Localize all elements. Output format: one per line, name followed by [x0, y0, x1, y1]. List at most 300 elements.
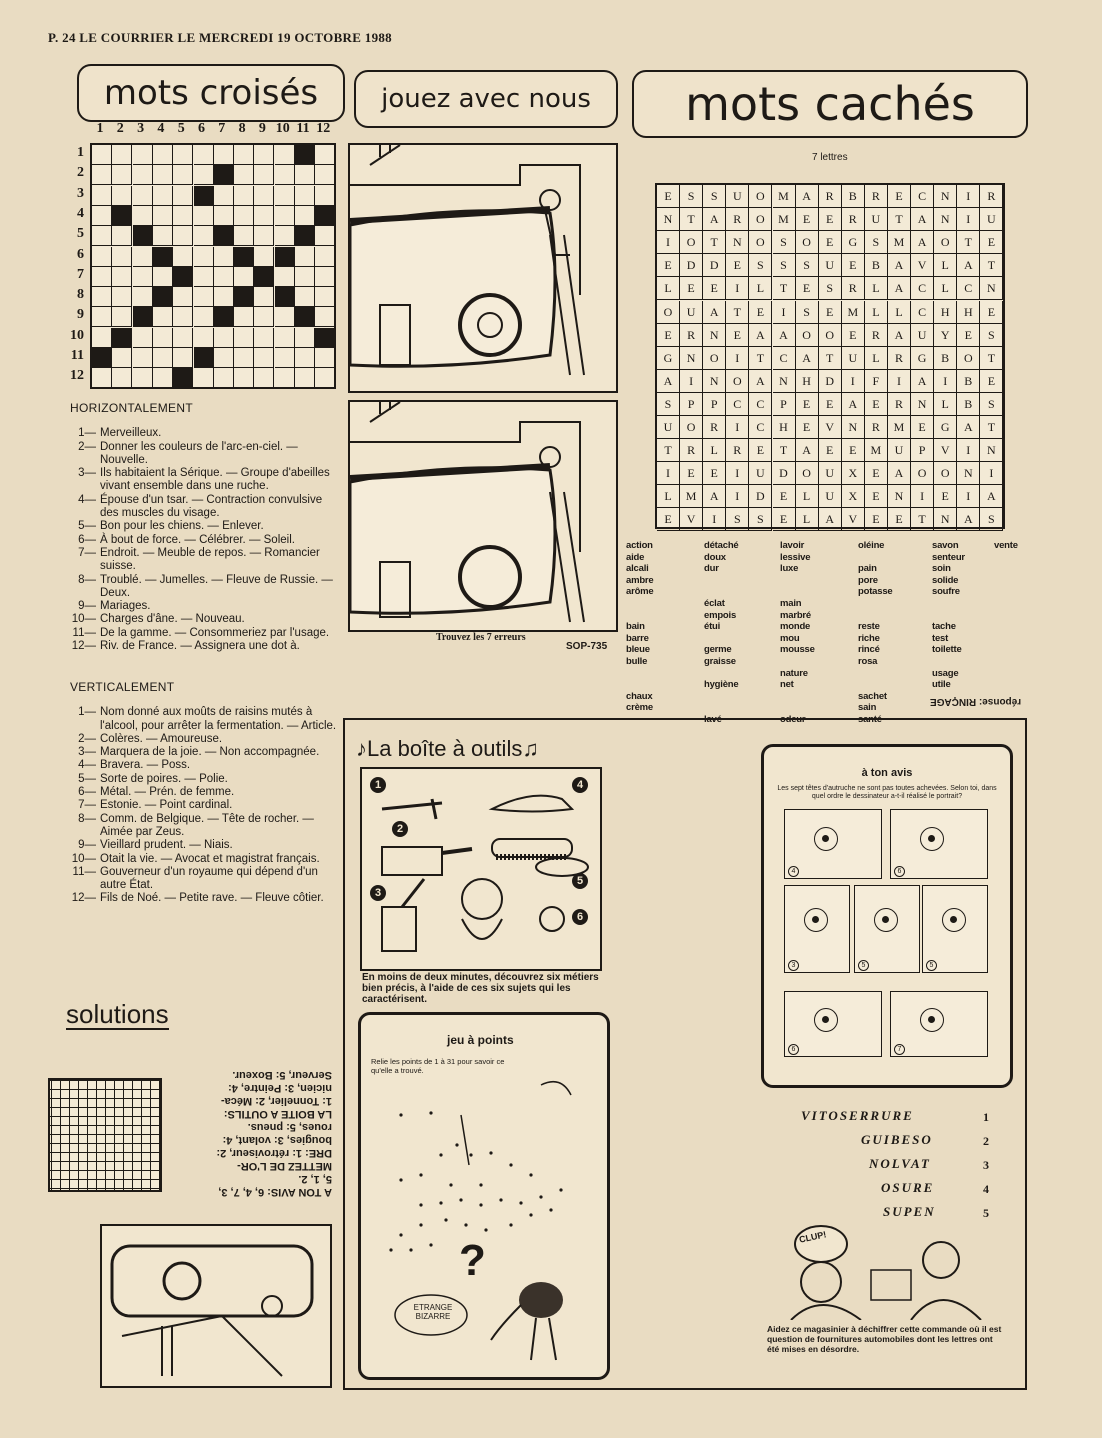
word-search-letter: A [773, 324, 796, 347]
word-search-letter: G [934, 416, 957, 439]
word-search-letter: T [773, 439, 796, 462]
word-search-letter: C [749, 393, 772, 416]
solutions-block [57, 1048, 332, 1198]
clue-text: Métal. — Prén. de femme. [100, 786, 235, 799]
word-search-letter: A [796, 347, 819, 370]
word-search-letter: U [726, 185, 749, 208]
white-cell [173, 287, 193, 307]
white-cell [194, 368, 214, 388]
word-search-letter: E [657, 324, 680, 347]
white-cell [92, 247, 112, 267]
clue-number: 10— [71, 852, 96, 865]
column-number: 9 [258, 121, 266, 136]
dot [399, 1233, 402, 1236]
word-search-letter: S [680, 185, 703, 208]
avis-text: Les sept têtes d'autruche ne sont pas toutes achevées. Selon toi, dans quel ordre le dessinateur a-t-il réalisé le portrait? [777, 785, 997, 800]
word-search-letter: A [749, 370, 772, 393]
word-search-letter: O [796, 324, 819, 347]
word-search-letter: O [934, 462, 957, 485]
dot [519, 1201, 522, 1204]
clue-text: Merveilleux. [100, 427, 162, 440]
white-cell [194, 247, 214, 267]
word-search-letter: T [957, 231, 980, 254]
scrambled-number: 5 [983, 1206, 989, 1220]
black-cell [153, 247, 173, 267]
jouez-title: jouez avec nous [381, 84, 591, 114]
solution-line: METTEZ DE L'OR- [237, 1160, 332, 1172]
word-search-letter: F [865, 370, 888, 393]
black-cell [315, 328, 335, 348]
word-search-letter: P [680, 393, 703, 416]
clue-number: 1— [78, 706, 96, 719]
dot [399, 1178, 402, 1181]
black-cell [315, 206, 335, 226]
dot [484, 1228, 487, 1231]
word-search-letter: A [703, 301, 726, 324]
word-item: luxe [780, 563, 799, 575]
word-item [626, 668, 654, 680]
word-search-letter: A [888, 462, 911, 485]
word-item [704, 575, 739, 587]
points-box [358, 1012, 610, 1380]
dot [429, 1243, 432, 1246]
dot [529, 1173, 532, 1176]
white-cell [295, 247, 315, 267]
word-item: main [780, 597, 802, 609]
column-number: 11 [296, 121, 310, 136]
word-item: ambre [626, 574, 654, 586]
clue-item [66, 773, 338, 786]
word-search-letter: E [796, 416, 819, 439]
word-search-letter: A [796, 185, 819, 208]
clue-text: Bon pour les chiens. — Enlever. [100, 520, 264, 533]
column-number: 5 [177, 121, 185, 136]
white-cell [194, 287, 214, 307]
note-icon: ♪ [356, 736, 367, 761]
word-search-letter: N [934, 208, 957, 231]
white-cell [153, 368, 173, 388]
word-search-letter: I [911, 485, 934, 508]
word-search-letter: E [657, 254, 680, 277]
word-search-letter: H [773, 416, 796, 439]
dot [469, 1153, 472, 1156]
word-search-letter: C [749, 416, 772, 439]
word-search-letter: L [934, 393, 957, 416]
white-cell [275, 226, 295, 246]
white-cell [112, 368, 132, 388]
word-search-letter: N [726, 231, 749, 254]
clue-text: Troublé. — Jumelles. — Fleuve de Russie. — Deux. [100, 573, 333, 599]
white-cell [315, 307, 335, 327]
word-item [858, 679, 893, 691]
white-cell [295, 368, 315, 388]
word-search-letter: E [842, 439, 865, 462]
word-search-letter: S [980, 324, 1003, 347]
word-item: net [780, 679, 794, 691]
dot [509, 1223, 512, 1226]
white-cell [295, 328, 315, 348]
white-cell [254, 226, 274, 246]
column-number: 7 [218, 121, 226, 136]
word-search-letter: M [773, 185, 796, 208]
clue-item [66, 534, 338, 547]
mots-caches-subtitle: 7 lettres [812, 152, 848, 163]
word-search-letter: A [888, 324, 911, 347]
column-number: 12 [316, 121, 331, 136]
word-search-letter: S [773, 231, 796, 254]
word-item: vente [994, 540, 1018, 551]
clue-text: Riv. de France. — Assignera une dot à. [100, 640, 300, 653]
white-cell [92, 307, 112, 327]
word-search-letter: C [726, 393, 749, 416]
word-search-letter: I [726, 347, 749, 370]
word-search-letter: T [657, 439, 680, 462]
white-cell [214, 348, 234, 368]
word-search-letter: E [749, 301, 772, 324]
clue-item [66, 839, 338, 852]
word-search-letter: E [865, 508, 888, 531]
word-search-letter: S [657, 393, 680, 416]
word-search-letter: T [980, 416, 1003, 439]
white-cell [92, 165, 112, 185]
white-cell [275, 368, 295, 388]
word-search-letter: E [865, 462, 888, 485]
black-cell [214, 165, 234, 185]
white-cell [194, 145, 214, 165]
bottom-left-cartoon [100, 1224, 332, 1388]
dot [419, 1203, 422, 1206]
word-search-letter: E [726, 324, 749, 347]
clue-number: 6— [78, 786, 96, 799]
vertical-heading: VERTICALEMENT [70, 680, 175, 694]
white-cell [254, 186, 274, 206]
word-column [780, 540, 815, 726]
clue-number: 11— [72, 626, 96, 639]
clue-text: À bout de force. — Célébrer. — Soleil. [100, 533, 295, 546]
clue-text: Gouverneur d'un royaume qui dépend d'un autre État. [100, 865, 318, 892]
word-item [780, 586, 815, 598]
word-search-letter: I [726, 277, 749, 300]
word-search-letter: R [888, 347, 911, 370]
clue-number: 12— [71, 892, 96, 905]
black-cell [112, 328, 132, 348]
white-cell [92, 368, 112, 388]
word-item: rosa [858, 655, 878, 667]
row-number: 11 [70, 348, 84, 363]
word-search-letter: O [749, 231, 772, 254]
white-cell [214, 287, 234, 307]
white-cell [92, 328, 112, 348]
dot [389, 1248, 392, 1251]
erreurs-caption: Trouvez les 7 erreurs [436, 632, 526, 643]
word-item [704, 668, 739, 680]
word-search-letter: E [911, 416, 934, 439]
word-item: détaché [704, 540, 739, 551]
word-search-letter: L [657, 277, 680, 300]
white-cell [214, 328, 234, 348]
crossword-grid [90, 143, 336, 389]
word-item [780, 702, 815, 714]
word-search-letter: E [680, 462, 703, 485]
word-search-letter: C [911, 277, 934, 300]
word-item: bulle [626, 655, 648, 667]
clue-item [66, 799, 338, 812]
row-number: 6 [77, 246, 84, 262]
scrambled-number: 4 [983, 1182, 989, 1196]
white-cell [173, 307, 193, 327]
tool-number-badge: 4 [572, 777, 588, 793]
clue-text: De la gamme. — Consommeriez par l'usage. [100, 626, 330, 639]
white-cell [234, 307, 254, 327]
dot [444, 1218, 447, 1221]
ostrich-head-frame [854, 885, 920, 973]
white-cell [153, 186, 173, 206]
word-item: crème [626, 702, 653, 714]
ostrich-eye-icon [950, 916, 957, 923]
dot [439, 1201, 442, 1204]
word-search-letter: A [657, 370, 680, 393]
white-cell [112, 226, 132, 246]
white-cell [254, 328, 274, 348]
column-number: 1 [96, 121, 104, 136]
word-column [858, 540, 893, 726]
white-cell [112, 307, 132, 327]
word-item: arôme [626, 586, 654, 598]
white-cell [315, 287, 335, 307]
crossword-row-numbers [64, 143, 86, 389]
word-search-letter: I [680, 370, 703, 393]
word-search-letter: E [842, 324, 865, 347]
word-search-letter: S [749, 508, 772, 531]
word-search-letter: A [749, 324, 772, 347]
solutions-crossword-grid [48, 1078, 162, 1192]
word-search-letter: O [819, 324, 842, 347]
clue-text: Ils habitaient la Sérique. — Groupe d'abeilles vivant ensemble dans une ruche. [100, 467, 330, 493]
word-search-letter: E [796, 208, 819, 231]
word-search-letter: R [703, 416, 726, 439]
word-search-letter: A [888, 277, 911, 300]
word-search-letter: E [703, 277, 726, 300]
ostrich-head-frame [784, 991, 882, 1057]
clue-number: 8— [78, 812, 96, 825]
clue-item [66, 759, 338, 772]
word-search-letter: T [703, 231, 726, 254]
ostrich-eye-icon [928, 1016, 935, 1023]
word-search-letter: A [957, 508, 980, 531]
word-search-letter: L [865, 277, 888, 300]
word-search-letter: E [703, 462, 726, 485]
clue-item [66, 640, 338, 653]
word-search-letter: R [865, 416, 888, 439]
white-cell [153, 165, 173, 185]
word-search-letter: S [980, 508, 1003, 531]
white-cell [173, 186, 193, 206]
word-column [994, 540, 1018, 552]
word-item: soin [932, 563, 951, 575]
clue-number: 5— [78, 772, 96, 785]
white-cell [234, 368, 254, 388]
word-search-letter: E [842, 254, 865, 277]
white-cell [173, 226, 193, 246]
white-cell [254, 348, 274, 368]
white-cell [234, 267, 254, 287]
white-cell [254, 287, 274, 307]
clue-number: 10— [71, 613, 96, 626]
word-search-letter: N [888, 485, 911, 508]
word-search-letter: N [980, 277, 1003, 300]
white-cell [133, 368, 153, 388]
word-item: aide [626, 551, 645, 563]
clue-text: Sorte de poires. — Polie. [100, 772, 228, 785]
word-column [704, 540, 739, 726]
dot [489, 1151, 492, 1154]
dot [479, 1203, 482, 1206]
white-cell [112, 287, 132, 307]
clue-number: 2— [78, 440, 96, 453]
clue-number: 7— [78, 546, 96, 559]
clue-item [66, 627, 338, 640]
dot [459, 1198, 462, 1201]
white-cell [194, 267, 214, 287]
white-cell [315, 165, 335, 185]
word-item: dur [704, 563, 719, 575]
word-search-letter: O [911, 462, 934, 485]
row-number: 2 [77, 165, 84, 181]
clue-text: Vieillard prudent. — Niais. [100, 839, 233, 852]
white-cell [214, 206, 234, 226]
word-search-letter: U [865, 208, 888, 231]
word-item: étui [704, 621, 721, 633]
dot [539, 1195, 542, 1198]
ostrich-eye-icon [822, 1016, 829, 1023]
word-search-letter: P [773, 393, 796, 416]
word-search-letter: I [934, 370, 957, 393]
word-item: action [626, 540, 653, 551]
word-search-letter: E [749, 439, 772, 462]
word-search-letter: U [749, 462, 772, 485]
word-item: monde [780, 621, 811, 633]
clue-item [66, 786, 338, 799]
word-search-letter: T [680, 208, 703, 231]
ordre-block [761, 1100, 1007, 1370]
white-cell [295, 267, 315, 287]
word-item: potasse [858, 586, 893, 598]
white-cell [194, 307, 214, 327]
word-search-letter: O [680, 231, 703, 254]
clue-item [66, 613, 338, 626]
word-search-letter: I [888, 370, 911, 393]
word-search-letter: O [796, 231, 819, 254]
word-search-letter: H [957, 301, 980, 324]
white-cell [275, 206, 295, 226]
word-search-letter: O [726, 370, 749, 393]
dot [499, 1198, 502, 1201]
word-item: savon [932, 540, 959, 551]
word-search-letter: R [680, 324, 703, 347]
scrambled-word: OSURE [881, 1180, 935, 1195]
word-item: lessive [780, 551, 811, 563]
word-search-letter: I [773, 301, 796, 324]
scrambled-number: 3 [983, 1158, 989, 1172]
ostrich-order-number: 6 [788, 1044, 799, 1055]
word-item [626, 610, 654, 622]
word-search-letter: D [773, 462, 796, 485]
mots-caches-title: mots cachés [685, 77, 975, 131]
word-search-letter: N [842, 416, 865, 439]
word-search-letter: T [911, 508, 934, 531]
white-cell [275, 267, 295, 287]
ostrich-order-number: 5 [926, 960, 937, 971]
word-search-letter: I [726, 462, 749, 485]
row-number: 3 [77, 185, 84, 201]
word-search-letter: S [980, 393, 1003, 416]
word-search-letter: D [819, 370, 842, 393]
word-search-letter: L [657, 485, 680, 508]
scrambled-number: 1 [983, 1110, 989, 1124]
word-search-letter: I [957, 485, 980, 508]
white-cell [254, 368, 274, 388]
white-cell [133, 267, 153, 287]
word-item: pain [858, 563, 877, 575]
clue-text: Épouse d'un tsar. — Contraction convulsive des muscles du visage. [100, 493, 323, 520]
clue-text: Nom donné aux moûts de raisins mutés à l'alcool, pour arrêter la fermentation. — Article. [100, 706, 337, 732]
word-search-letter: N [911, 393, 934, 416]
word-search-letter: A [796, 439, 819, 462]
white-cell [173, 328, 193, 348]
word-search-letter: P [911, 439, 934, 462]
white-cell [275, 186, 295, 206]
clue-item [66, 441, 338, 468]
word-item [858, 598, 893, 610]
clue-item [66, 733, 338, 746]
white-cell [234, 206, 254, 226]
white-cell [112, 247, 132, 267]
word-item: mou [780, 632, 800, 644]
word-item: hygiène [704, 679, 739, 691]
word-item [626, 679, 654, 691]
word-search-letter: U [819, 485, 842, 508]
word-search-letter: U [680, 301, 703, 324]
white-cell [295, 348, 315, 368]
ostrich-order-number: 5 [858, 960, 869, 971]
crossword-column-numbers [90, 121, 336, 139]
white-cell [295, 206, 315, 226]
clue-item [66, 467, 338, 494]
tool-number-badge: 6 [572, 909, 588, 925]
ostrich-eye-icon [822, 835, 829, 842]
word-search-letter: S [749, 254, 772, 277]
word-search-letter: B [957, 370, 980, 393]
word-search-letter: N [703, 324, 726, 347]
word-search-letter: I [657, 462, 680, 485]
answer-upside-down: réponse: RINÇAGE [930, 696, 1022, 707]
clue-item [66, 866, 338, 893]
tool-number-badge: 5 [572, 873, 588, 889]
dot [464, 1223, 467, 1226]
white-cell [133, 247, 153, 267]
column-number: 3 [137, 121, 145, 136]
cartoon-panel-1 [348, 143, 618, 393]
word-search-letter: A [980, 485, 1003, 508]
column-number: 8 [238, 121, 246, 136]
black-cell [153, 287, 173, 307]
solution-line: bougies, 3: volant, 4: [222, 1134, 332, 1146]
word-search-letter: L [888, 301, 911, 324]
white-cell [194, 226, 214, 246]
clue-item [66, 600, 338, 613]
word-search-letter: B [934, 347, 957, 370]
dot [399, 1113, 402, 1116]
